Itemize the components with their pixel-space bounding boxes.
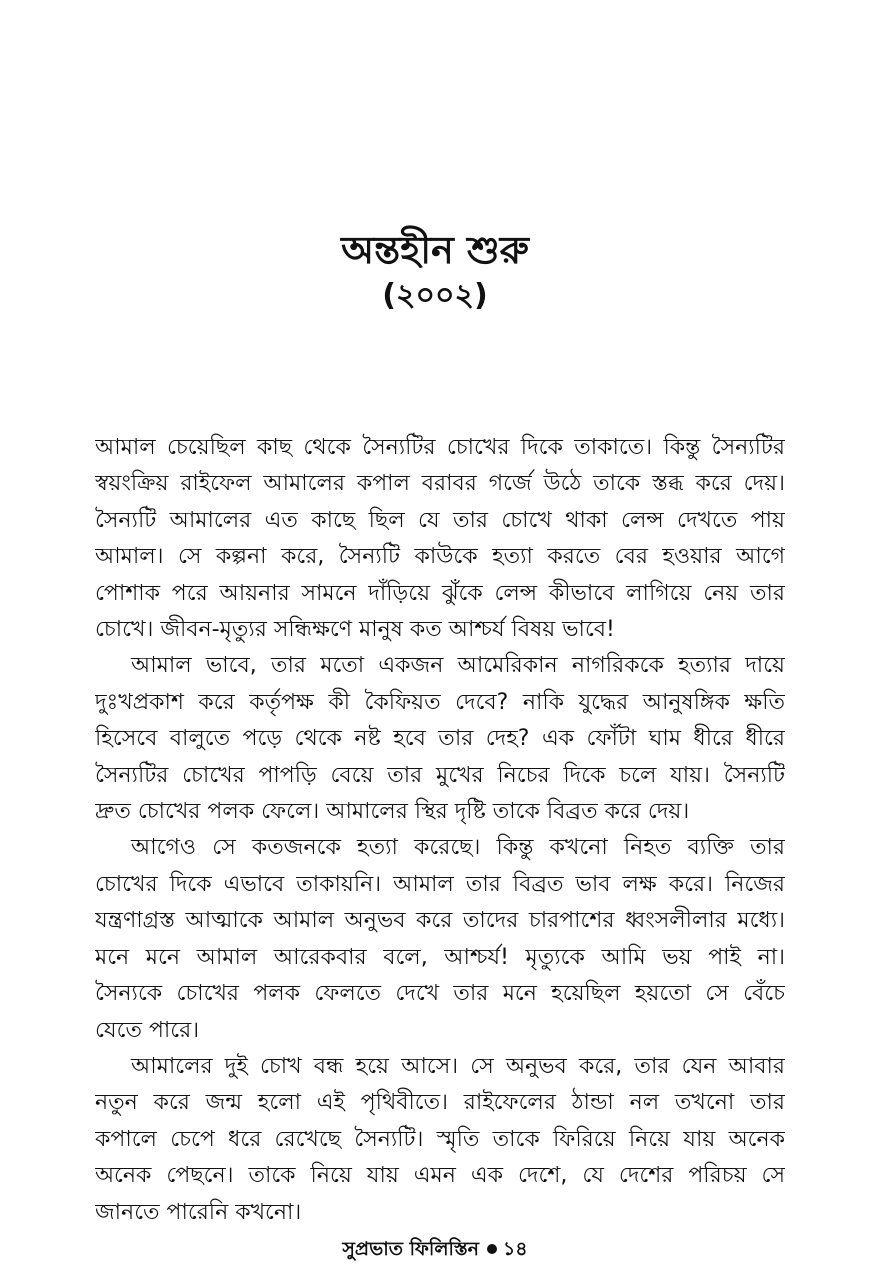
page-number: ১৪ (502, 1238, 528, 1260)
paragraph-1 (95, 430, 785, 648)
page-footer (0, 1236, 870, 1262)
text-line: জানতে পারেনি কখনো। (95, 1199, 302, 1225)
text-line: যেতে পারে। (95, 1017, 200, 1043)
text-line: নতুন করে জন্ম হলো এই পৃথিবীতে। রাইফেলের ঠান্ডা নল তখনো তার (95, 1090, 785, 1116)
text-line: চোখের দিকে এভাবে তাকায়নি। আমাল তার বিব্রত ভাব লক্ষ করে। নিজের (95, 871, 785, 897)
text-line: হিসেবে বালুতে পড়ে থেকে নষ্ট হবে তার দেহ? এক ফোঁটা ঘাম ধীরে ধীরে (95, 726, 785, 752)
paragraph-3 (95, 830, 785, 1048)
text-line: আমাল। সে কল্পনা করে, সৈন্যটি কাউকে হত্যা করতে বের হওয়ার আগে (95, 544, 785, 570)
paragraph-4 (95, 1049, 785, 1231)
book-title: সুপ্রভাত ফিলিস্তিন (342, 1238, 479, 1260)
chapter-title: অন্তহীন শুরু (341, 228, 529, 272)
body-text (95, 430, 785, 1231)
text-line: পোশাক পরে আয়নার সামনে দাঁড়িয়ে ঝুঁকে লেন্স কীভাবে লাগিয়ে নেয় তার (95, 580, 785, 606)
text-line: আমাল চেয়েছিল কাছ থেকে সৈন্যটির চোখের দিকে তাকাতে। কিন্তু সৈন্যটির (95, 435, 785, 460)
text-line: আমালের দুই চোখ বন্ধ হয়ে আসে। সে অনুভব করে, তার যেন আবার (131, 1053, 785, 1079)
bullet-icon (487, 1244, 497, 1254)
text-line: সৈন্যকে চোখের পলক ফেলতে দেখে তার মনে হয়েছিল হয়তো সে বেঁচে (95, 981, 785, 1007)
text-line: আমাল ভাবে, তার মতো একজন আমেরিকান নাগরিককে হত্যার দায়ে (131, 653, 785, 679)
text-line: সৈন্যটির চোখের পাপড়ি বেয়ে তার মুখের নিচের দিকে চলে যায়। সৈন্যটি (95, 762, 785, 788)
text-line: আগেও সে কতজনকে হত্যা করেছে। কিন্তু কখনো নিহত ব্যক্তি তার (131, 835, 785, 861)
text-line: যন্ত্রণাগ্রস্ত আত্মাকে আমাল অনুভব করে তাদের চারপাশের ধ্বংসলীলার মধ্যে। (95, 908, 785, 934)
text-line: চোখে। জীবন-মৃত্যুর সন্ধিক্ষণে মানুষ কত আশ্চর্য বিষয় ভাবে! (95, 617, 615, 643)
text-line: অনেক পেছনে। তাকে নিয়ে যায় এমন এক দেশে, যে দেশের পরিচয় সে (95, 1163, 785, 1189)
paragraph-2 (95, 648, 785, 830)
text-line: সৈন্যটি আমালের এত কাছে ছিল যে তার চোখে থাকা লেন্স দেখতে পায় (95, 507, 785, 533)
text-line: দ্রুত চোখের পলক ফেলে। আমালের স্থির দৃষ্টি তাকে বিব্রত করে দেয়। (95, 799, 690, 825)
text-line: স্বয়ংক্রিয় রাইফেল আমালের কপাল বরাবর গর্জে উঠে তাকে স্তব্ধ করে দেয়। (95, 471, 785, 497)
text-line: কপালে চেপে ধরে রেখেছে সৈন্যটি। স্মৃতি তাকে ফিরিয়ে নিয়ে যায় অনেক (95, 1126, 785, 1152)
text-line: দুঃখপ্রকাশ করে কর্তৃপক্ষ কী কৈফিয়ত দেবে? নাকি যুদ্ধের আনুষঙ্গিক ক্ষতি (95, 689, 785, 715)
text-line: মনে মনে আমাল আরেকবার বলে, আশ্চর্য! মৃত্যুকে আমি ভয় পাই না। (95, 944, 785, 970)
chapter-year: (২০০২) (382, 278, 488, 313)
